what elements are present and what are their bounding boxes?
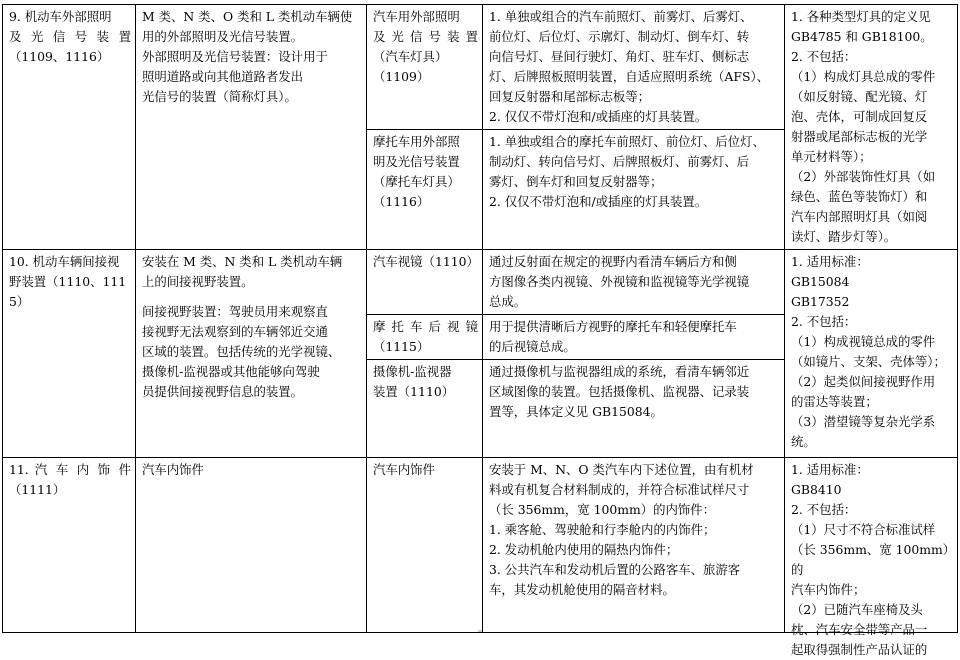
remark-line: （3）潜望镜等复杂光学系 [791, 414, 936, 429]
subtype-name-cell [367, 5, 483, 130]
subtype-name-cell [367, 360, 483, 458]
category-cell [3, 5, 136, 250]
category-line: 野装置（1110、1115） [9, 274, 127, 309]
subtype-name-line: 汽车视镜（1110） [373, 254, 479, 269]
definition-cell [136, 458, 367, 633]
category-cell [3, 458, 136, 633]
category-cell [3, 250, 136, 458]
remark-line: 1. 适用标准： [791, 254, 869, 269]
subtype-name-line: （摩托车灯具） [373, 174, 460, 189]
subtype-name-line: 装置（1110） [373, 384, 455, 399]
subtype-name-cell [367, 458, 483, 633]
description-line: 1. 单独或组合的摩托车前照灯、前位灯、后位灯、 [489, 134, 765, 149]
remark-line: （长 356mm、宽 100mm）的 [791, 542, 949, 577]
remark-line: 读灯、踏步灯等）。 [791, 229, 897, 244]
subtype-name-line: （1109） [373, 69, 430, 84]
remark-line: GB15084 [791, 274, 850, 289]
definition-line: 员提供间接视野信息的装置。 [142, 384, 304, 399]
definition-line: 汽车内饰件 [142, 462, 204, 477]
description-line: 车，其发动机舱使用的隔音材料。 [489, 582, 675, 597]
description-line: 2. 仅仅不带灯泡和/或插座的灯具装置。 [489, 194, 708, 209]
subtype-name-line: （1115） [373, 339, 430, 354]
description-line: 前位灯、后位灯、示廓灯、制动灯、倒车灯、转 [489, 29, 750, 44]
remark-line: （1）构成灯具总成的零件 [791, 69, 936, 84]
table-row [3, 5, 958, 130]
subtype-description-cell [483, 250, 785, 315]
subtype-description-cell [483, 458, 785, 633]
definition-cell [136, 5, 367, 250]
subtype-description-cell [483, 315, 785, 360]
description-line: 安装于 M、N、O 类汽车内下述位置，由有机材 [489, 462, 754, 477]
remark-line: （如反射镜、配光镜、灯 [791, 89, 928, 104]
page-center-mark [478, 630, 482, 632]
description-line: 的后视镜总成。 [489, 339, 576, 354]
description-line: 总成。 [489, 294, 527, 309]
subtype-description-cell [483, 360, 785, 458]
remarks-cell [785, 458, 958, 657]
definition-line: 照明道路或向其他道路者发出 [142, 69, 304, 84]
definition-line: 外部照明及光信号装置：设计用于 [142, 49, 328, 64]
description-line: 方图像各类内视镜、外视镜和监视镜等光学视镜 [489, 274, 750, 289]
remark-line: GB8410 [791, 482, 842, 497]
product-catalog-table [2, 4, 958, 657]
remark-line: 1. 各种类型灯具的定义见 [791, 9, 931, 24]
description-line: 2. 仅仅不带灯泡和/或插座的灯具装置。 [489, 109, 708, 124]
remark-line: （2）已随汽车座椅及头 [791, 602, 923, 617]
definition-line: M 类、N 类、O 类和 L 类机动车辆使 [142, 9, 353, 24]
category-line: （1109、1116） [9, 49, 110, 64]
description-line: 区域图像的装置。包括摄像机、监视器、记录装 [489, 384, 750, 399]
description-line: 制动灯、转向信号灯、后牌照板灯、前雾灯、后 [489, 154, 750, 169]
definition-line: 接视野无法观察到的车辆邻近交通 [142, 324, 328, 339]
definition-line: 区域的装置。包括传统的光学视镜、 [142, 344, 341, 359]
category-line: 及 光 信 号 装 置 [9, 29, 131, 44]
definition-line: 用的外部照明及光信号装置。 [142, 29, 304, 44]
table-row [3, 458, 958, 633]
remark-line: GB17352 [791, 294, 850, 309]
definition-line: 间接视野装置：驾驶员用来观察直 [142, 304, 328, 319]
remark-line: GB4785 和 GB18100。 [791, 29, 933, 44]
subtype-name-cell [367, 130, 483, 250]
paragraph-gap [142, 292, 362, 302]
remark-line: 统。 [791, 434, 816, 449]
remark-line: 2. 不包括： [791, 49, 857, 64]
definition-line: 光信号的装置（简称灯具）。 [142, 89, 297, 104]
remark-line: （1）尺寸不符合标准试样 [791, 522, 936, 537]
category-line: 11. 汽 车 内 饰 件 [9, 462, 131, 477]
description-line: 3. 公共汽车和发动机后置的公路客车、旅游客 [489, 562, 741, 577]
subtype-name-line: 汽车内饰件 [373, 462, 435, 477]
subtype-name-line: （汽车灯具） [373, 49, 448, 64]
remark-line: （如镜片、支架、壳体等）； [791, 354, 946, 369]
subtype-description-cell [483, 5, 785, 130]
table-row [3, 250, 958, 315]
remark-line: 2. 不包括： [791, 314, 857, 329]
subtype-name-line: 摩托车用外部照 [373, 134, 460, 149]
remark-line: 汽车内部照明灯具（如阅 [791, 209, 928, 224]
remark-line: 枕、汽车安全带等产品一 [791, 622, 928, 637]
description-line: 雾灯、倒车灯和回复反射器等； [489, 174, 663, 189]
description-line: 2. 发动机舱内使用的隔热内饰件； [489, 542, 679, 557]
category-line: 9. 机动车外部照明 [9, 9, 112, 24]
description-line: 向信号灯、昼间行驶灯、角灯、驻车灯、侧标志 [489, 49, 750, 64]
subtype-name-line: 摩 托 车 后 视 镜 [373, 319, 478, 334]
description-line: 通过摄像机与监视器组成的系统，看清车辆邻近 [489, 364, 750, 379]
description-line: 回复反射器和尾部标志板等； [489, 89, 651, 104]
definition-line: 摄像机-监视器或其他能够向驾驶 [142, 364, 320, 379]
remark-line: 绿色、蓝色等装饰灯）和 [791, 189, 928, 204]
description-line: 置等，具体定义见 GB15084。 [489, 404, 663, 419]
description-line: 用于提供清晰后方视野的摩托车和轻便摩托车 [489, 319, 737, 334]
subtype-description-cell [483, 130, 785, 250]
subtype-name-line: 汽车用外部照明 [373, 9, 460, 24]
subtype-name-line: 及 光 信 号 装 置 [373, 29, 478, 44]
remark-line: 单元材料等）； [791, 149, 872, 164]
remarks-cell [785, 5, 958, 250]
remark-line: 2. 不包括： [791, 502, 857, 517]
subtype-name-line: 明及光信号装置 [373, 154, 460, 169]
remark-line: （2）起类似间接视野作用 [791, 374, 936, 389]
description-line: （长 356mm，宽 100mm）的内饰件： [489, 502, 716, 517]
description-line: 1. 乘客舱、驾驶舱和行李舱内的内饰件； [489, 522, 716, 537]
description-line: 1. 单独或组合的汽车前照灯、前雾灯、后雾灯、 [489, 9, 753, 24]
subtype-name-line: 摄像机-监视器 [373, 364, 452, 379]
remark-line: 汽车内饰件； [791, 582, 866, 597]
remark-line: （1）构成视镜总成的零件 [791, 334, 936, 349]
remark-line: （2）外部装饰性灯具（如 [791, 169, 936, 184]
subtype-name-cell [367, 315, 483, 360]
category-line: （1111） [9, 482, 66, 497]
category-line: 10. 机动车辆间接视 [9, 254, 120, 269]
remark-line: 射器或尾部标志板的光学 [791, 129, 928, 144]
remark-line: 起取得强制性产品认证的 [791, 642, 928, 657]
remarks-cell [785, 250, 958, 458]
remark-line: 的雷达等装置； [791, 394, 878, 409]
description-line: 料或有机复合材料制成的，并符合标准试样尺寸 [489, 482, 750, 497]
remark-line: 泡、壳体，可制成回复反 [791, 109, 928, 124]
subtype-name-line: （1116） [373, 194, 430, 209]
definition-line: 上的间接视野装置。 [142, 274, 254, 289]
description-line: 通过反射面在规定的视野内看清车辆后方和侧 [489, 254, 737, 269]
description-line: 灯、后牌照板照明装置，自适应照明系统（AFS）、 [489, 69, 770, 84]
definition-cell [136, 250, 367, 458]
subtype-name-cell [367, 250, 483, 315]
definition-line: 安装在 M 类、N 类和 L 类机动车辆 [142, 254, 343, 269]
remark-line: 1. 适用标准： [791, 462, 869, 477]
